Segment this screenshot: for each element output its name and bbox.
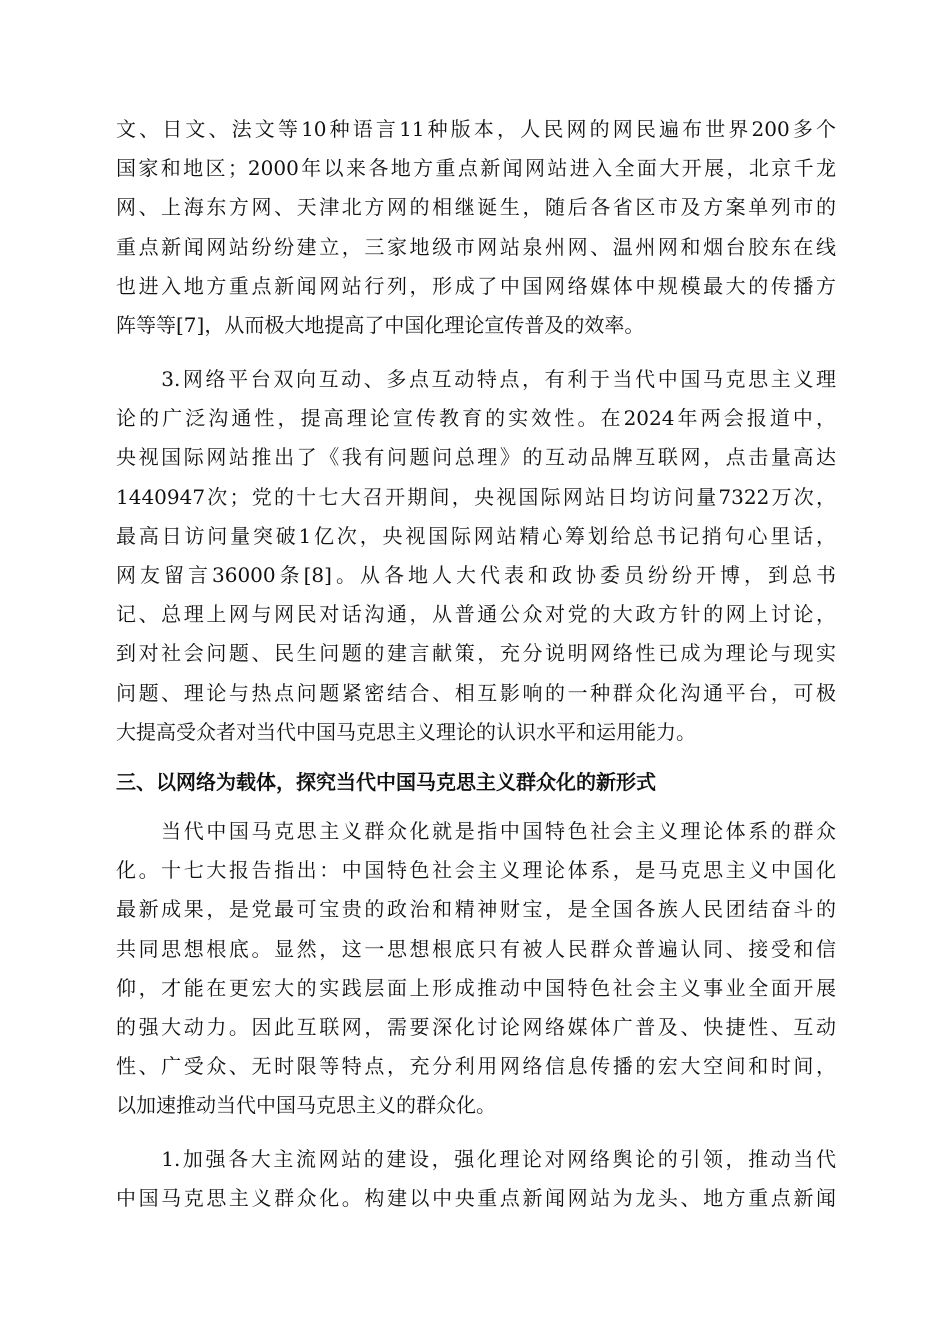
text-line: 国家和地区；2000年以来各地方重点新闻网站进入全面大开展，北京千龙 [116,156,836,181]
text-line: 重点新闻网站纷纷建立，三家地级市网站泉州网、温州网和烟台胶东在线 [116,234,836,259]
text-line: 央视国际网站推出了《我有问题问总理》的互动品牌互联网，点击量高达 [116,445,836,470]
text-line: 仰，才能在更宏大的实践层面上形成推动中国特色社会主义事业全面开展 [116,975,836,1000]
text-line: 网友留言36000条[8]。从各地人大代表和政协委员纷纷开博，到总书 [116,563,836,588]
paragraph-interaction [116,360,836,752]
text-line: 大提高受众者对当代中国马克思主义理论的认识水平和运用能力。 [116,719,696,744]
text-line: 1440947次；党的十七大召开期间，央视国际网站日均访问量7322万次， [116,484,836,509]
text-line: 当代中国马克思主义群众化就是指中国特色社会主义理论体系的群众 [116,819,836,843]
text-line: 到对社会问题、民生问题的建言献策，充分说明网络性已成为理论与现实 [116,641,836,666]
text-line: 共同思想根底。显然，这一思想根底只有被人民群众普遍认同、接受和信 [116,936,836,961]
text-line: 问题、理论与热点问题紧密结合、相互影响的一种群众化沟通平台，可极 [116,680,836,705]
text-line: 以加速推动当代中国马克思主义的群众化。 [116,1093,496,1118]
text-line: 网、上海东方网、天津北方网的相继诞生，随后各省区市及方案单列市的 [116,195,836,220]
section-heading: 三、以网络为载体，探究当代中国马克思主义群众化的新形式 [116,770,656,794]
paragraph-massification [116,812,836,1126]
paragraph-media-scale [116,110,836,345]
text-line: 也进入地方重点新闻网站行列，形成了中国网络媒体中规模最大的传播方 [116,273,836,298]
text-line: 中国马克思主义群众化。构建以中央重点新闻网站为龙头、地方重点新闻 [116,1186,836,1211]
text-line: 阵等等[7]，从而极大地提高了中国化理论宣传普及的效率。 [116,313,645,338]
text-line: 化。十七大报告指出：中国特色社会主义理论体系，是马克思主义中国化 [116,858,836,883]
text-line: 1.加强各大主流网站的建设，强化理论对网络舆论的引领，推动当代 [116,1147,836,1171]
text-line: 最高日访问量突破1亿次，央视国际网站精心筹划给总书记捎句心里话， [116,523,836,548]
text-line: 记、总理上网与网民对话沟通，从普通公众对党的大政方针的网上讨论， [116,602,836,627]
text-line: 最新成果，是党最可宝贵的政治和精神财宝，是全国各族人民团结奋斗的 [116,897,836,922]
text-line: 性、广受众、无时限等特点，充分利用网络信息传播的宏大空间和时间， [116,1054,836,1079]
text-line: 的强大动力。因此互联网，需要深化讨论网络媒体广普及、快捷性、互动 [116,1015,836,1040]
text-line: 3.网络平台双向互动、多点互动特点，有利于当代中国马克思主义理 [116,367,836,391]
text-line: 文、日文、法文等10种语言11种版本，人民网的网民遍布世界200多个 [116,117,836,141]
paragraph-mainstream-websites [116,1140,836,1218]
text-line: 论的广泛沟通性，提高理论宣传教育的实效性。在2024年两会报道中， [116,406,836,431]
